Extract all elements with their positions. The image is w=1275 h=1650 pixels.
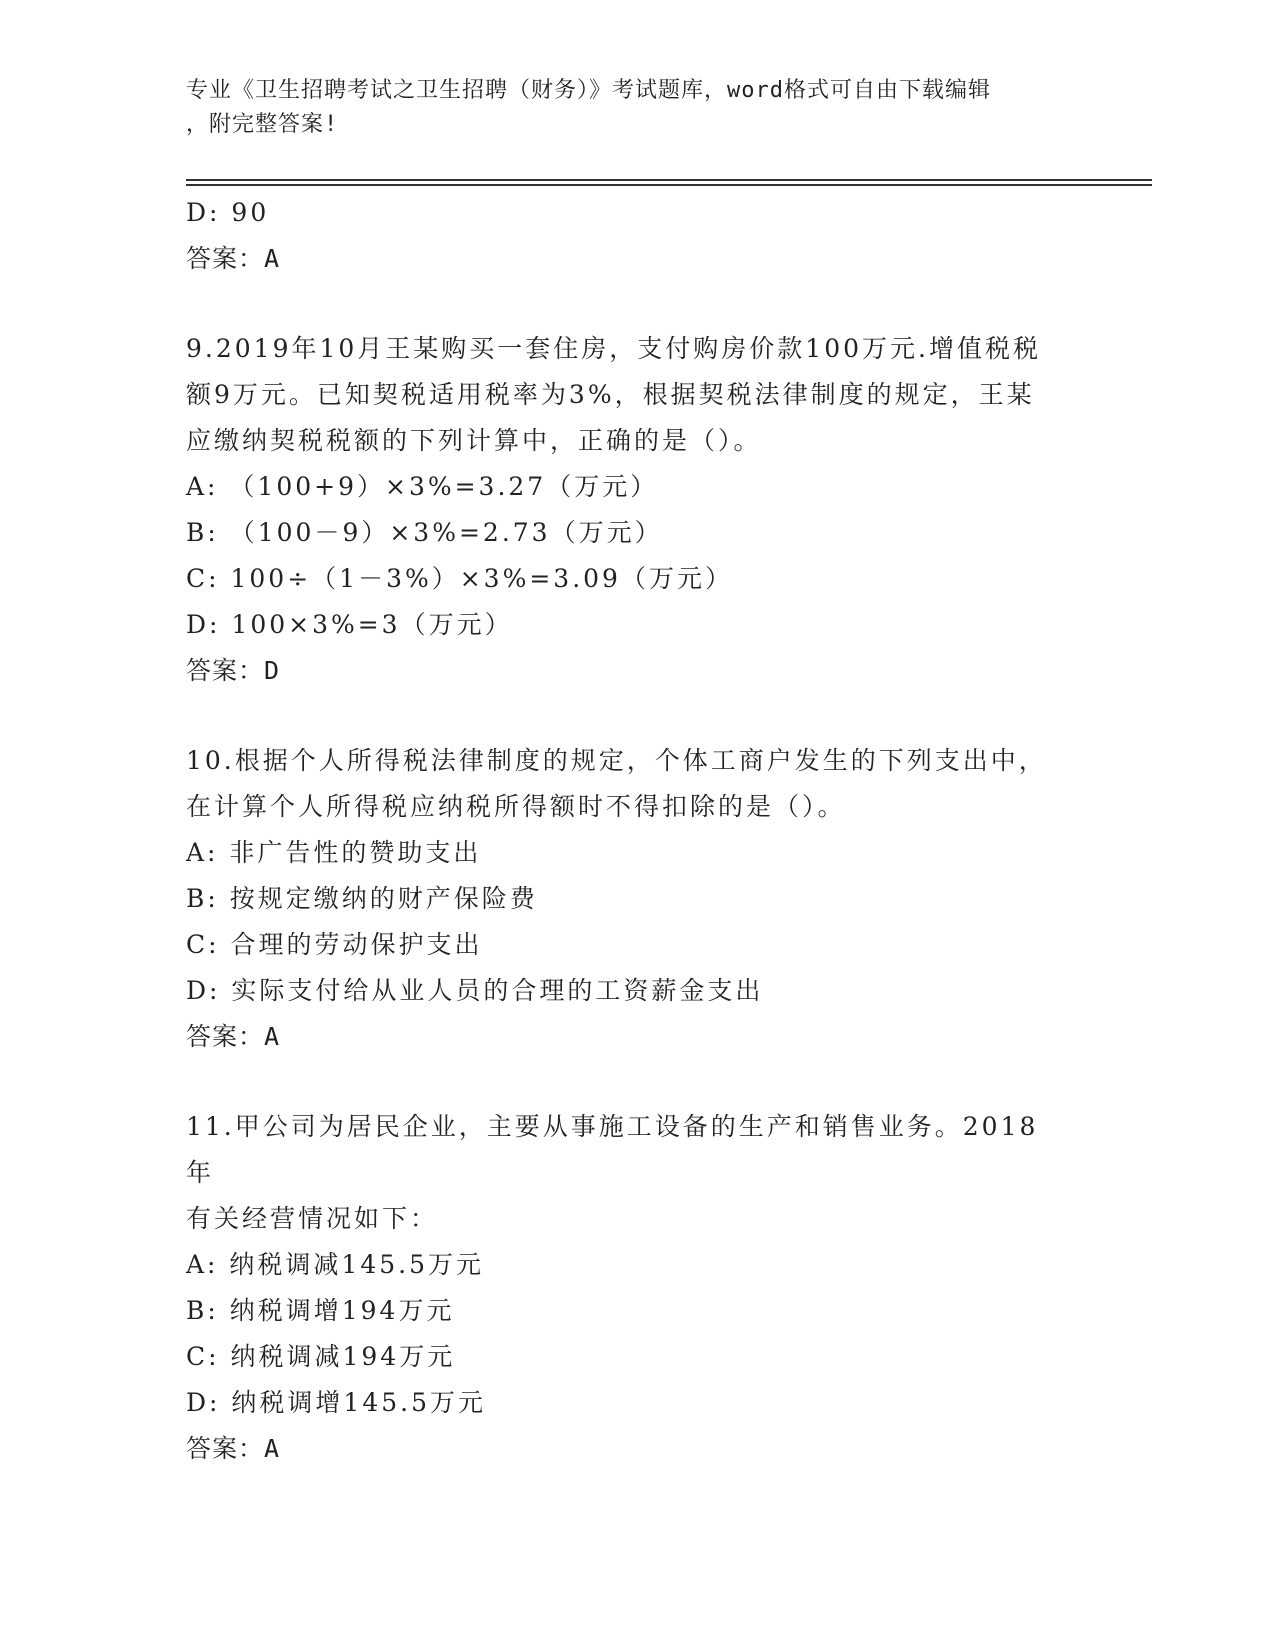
option-b: B: 纳税调增194万元 bbox=[186, 1296, 455, 1325]
question-11 bbox=[186, 1104, 1066, 1472]
option-d: D: 100×3%=3（万元） bbox=[186, 610, 513, 639]
option-b: B: 按规定缴纳的财产保险费 bbox=[186, 884, 538, 913]
option-a: A: （100+9）×3%=3.27（万元） bbox=[186, 472, 659, 501]
header-line-2: ，附完整答案! bbox=[186, 112, 339, 137]
question-stem: 9.2019年10月王某购买一套住房，支付购房价款100万元.增值税税 额9万元。已知契税适用税率为3%，根据契税法律制度的规定，王某 应缴纳契税税额的下列计算中，正确的是（）。 bbox=[186, 334, 1041, 455]
option-d: D: 实际支付给从业人员的合理的工资薪金支出 bbox=[186, 976, 764, 1005]
header-rule-bottom bbox=[186, 184, 1152, 186]
question-list bbox=[186, 190, 1066, 1472]
document-header bbox=[186, 74, 1066, 142]
answer: 答案：A bbox=[186, 1434, 281, 1463]
question-10 bbox=[186, 738, 1066, 1060]
question-9 bbox=[186, 326, 1066, 694]
question-stem: 10.根据个人所得税法律制度的规定，个体工商户发生的下列支出中， 在计算个人所得税应纳税所得额时不得扣除的是（）。 bbox=[186, 746, 1047, 821]
answer: 答案：D bbox=[186, 656, 281, 685]
header-line-1: 专业《卫生招聘考试之卫生招聘（财务）》考试题库，word格式可自由下载编辑 bbox=[186, 78, 991, 103]
question-stem: 11.甲公司为居民企业，主要从事施工设备的生产和销售业务。2018年 有关经营情况如下： bbox=[186, 1112, 1039, 1233]
header-rule-top bbox=[186, 179, 1152, 181]
option-c: C: 纳税调减194万元 bbox=[186, 1342, 456, 1371]
option-c: C: 合理的劳动保护支出 bbox=[186, 930, 483, 959]
option-d: D: 纳税调增145.5万元 bbox=[186, 1388, 486, 1417]
option-b: B: （100－9）×3%=2.73（万元） bbox=[186, 518, 663, 547]
option-a: A: 非广告性的赞助支出 bbox=[186, 838, 482, 867]
answer: 答案：A bbox=[186, 1022, 281, 1051]
prev-answer: 答案：A bbox=[186, 244, 281, 273]
option-c: C: 100÷（1－3%）×3%=3.09（万元） bbox=[186, 564, 733, 593]
option-a: A: 纳税调减145.5万元 bbox=[186, 1250, 484, 1279]
prev-option-d: D: 90 bbox=[186, 198, 270, 227]
